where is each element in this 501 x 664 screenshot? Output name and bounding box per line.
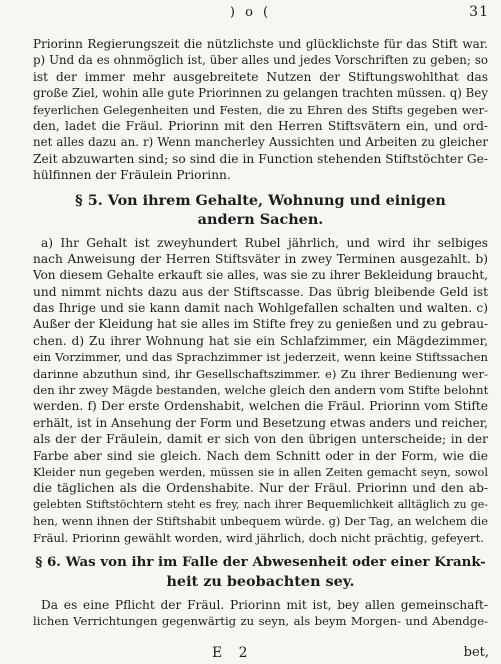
text-line: a) Ihr Gehalt ist zweyhundert Rubel jährlich, und wird ihr selbiges bbox=[41, 235, 488, 250]
paragraph-section-5 bbox=[33, 235, 488, 546]
text-line: Zeit abzuwarten sind; so sind die in Function stehenden Stiftstöchter Ge- bbox=[33, 151, 488, 166]
text-line: feyerlichen Gelegenheiten und Festen, die zu Ehren des Stifts gegeben wer- bbox=[33, 102, 488, 117]
running-head: ) o ( bbox=[229, 5, 272, 20]
text-line: lichen Verrichtungen gegenwärtig zu seyn, als beym Morgen- und Abendge- bbox=[33, 614, 488, 629]
text-line: große Ziel, wohin alle gute Priorinnen zu gelangen trachten müssen. q) Bey bbox=[33, 86, 488, 101]
text-line: hen, wenn ihnen der Stiftshabit unbequem würde. g) Der Tag, an welchem die bbox=[33, 514, 488, 529]
text-line: den, ladet die Fräul. Priorinn mit den Herren Stiftsvätern ein, und ord- bbox=[33, 118, 488, 133]
text-line: den ihr zwey Mägde bestanden, welche gleich den andern vom Stifte belohnt bbox=[33, 383, 489, 398]
text-line: Da es eine Pflicht der Fräul. Priorinn mit ist, bey allen gemeinschaft- bbox=[41, 597, 488, 612]
text-line: Fräul. Priorinn gewählt worden, wird jährlich, doch nicht prächtig, gefeyert. bbox=[33, 530, 484, 545]
page-number: 31 bbox=[469, 4, 489, 20]
section-6-heading-continued: heit zu beobachten sey. bbox=[166, 572, 355, 590]
text-line: Außer der Kleidung hat sie alles im Stifte frey zu genießen und zu gebrau- bbox=[33, 317, 488, 332]
text-line: p) Und da es ohnmöglich ist, über alles und jedes Vorschriften zu geben; so bbox=[33, 53, 488, 68]
section-5-heading-continued: andern Sachen. bbox=[197, 210, 324, 228]
text-line: ist der immer mehr ausgebreitete Nutzen der Stiftungswohlthat das bbox=[33, 69, 488, 84]
text-line: hülfinnen der Fräulein Priorinn. bbox=[33, 168, 231, 183]
section-6-heading: § 6. Was von ihr im Falle der Abwesenheit oder einer Krank- bbox=[35, 553, 486, 570]
text-line: erhält, ist in Ansehung der Form und Besetzung etwas anders und reicher, bbox=[33, 415, 488, 430]
body-text bbox=[33, 36, 488, 630]
text-line: und nimmt nichts dazu aus der Stiftscasse. Das übrig bleibende Geld ist bbox=[33, 284, 488, 299]
text-line: nach Anweisung der Herren Stiftsväter in zwey Terminen ausgezahlt. b) bbox=[33, 251, 488, 266]
text-line: Von diesem Gehalte erkauft sie alles, was sie zu ihrer Bekleidung braucht, bbox=[33, 268, 488, 283]
paragraph-section-4-end bbox=[33, 36, 488, 184]
text-line: ein Vorzimmer, und das Sprachzimmer ist jederzeit, wenn keine Stiftssachen bbox=[33, 350, 488, 365]
text-line: werden. f) Der erste Ordenshabit, welchen die Fräul. Priorinn vom Stifte bbox=[33, 399, 488, 414]
text-line: chen. d) Zu ihrer Wohnung hat sie ein Schlafzimmer, ein Mägdezimmer, bbox=[33, 333, 488, 348]
catchword: bet, bbox=[463, 645, 489, 660]
text-line: Kleider nun gegeben werden, müssen sie in allen Zeiten gemacht seyn, sowol bbox=[33, 464, 488, 479]
signature-mark: E 2 bbox=[212, 645, 254, 661]
text-line: Farbe aber sind sie gleich. Nach dem Schnitt oder in der Form, wie die bbox=[33, 448, 488, 463]
text-line: die täglichen als die Ordenshabite. Nur der Fräul. Priorinn und den ab- bbox=[33, 481, 488, 496]
text-line: darinne abzuthun sind, ihr Gesellschaftszimmer. e) Zu ihrer Bedienung wer- bbox=[33, 366, 488, 381]
text-line: net alles dazu an. r) Wenn mancherley Aussichten und Arbeiten zu gleicher bbox=[33, 135, 488, 150]
paragraph-section-6 bbox=[33, 597, 488, 630]
text-line: Priorinn Regierungszeit die nützlichste und glücklichste für das Stift war. bbox=[33, 37, 488, 51]
text-line: das Ihrige und sie kann damit nach Wohlgefallen schalten und walten. c) bbox=[33, 301, 488, 316]
page-footer bbox=[0, 645, 501, 663]
text-line: als der der Fräulein, damit er sich von den übrigen unterscheide; in der bbox=[33, 432, 488, 447]
section-5-heading: § 5. Von ihrem Gehalte, Wohnung und einigen bbox=[75, 191, 446, 209]
text-line: gelebten Stiftstöchtern steht es frey, nach ihrer Bequemlichkeit alltäglich zu ge- bbox=[33, 497, 488, 511]
